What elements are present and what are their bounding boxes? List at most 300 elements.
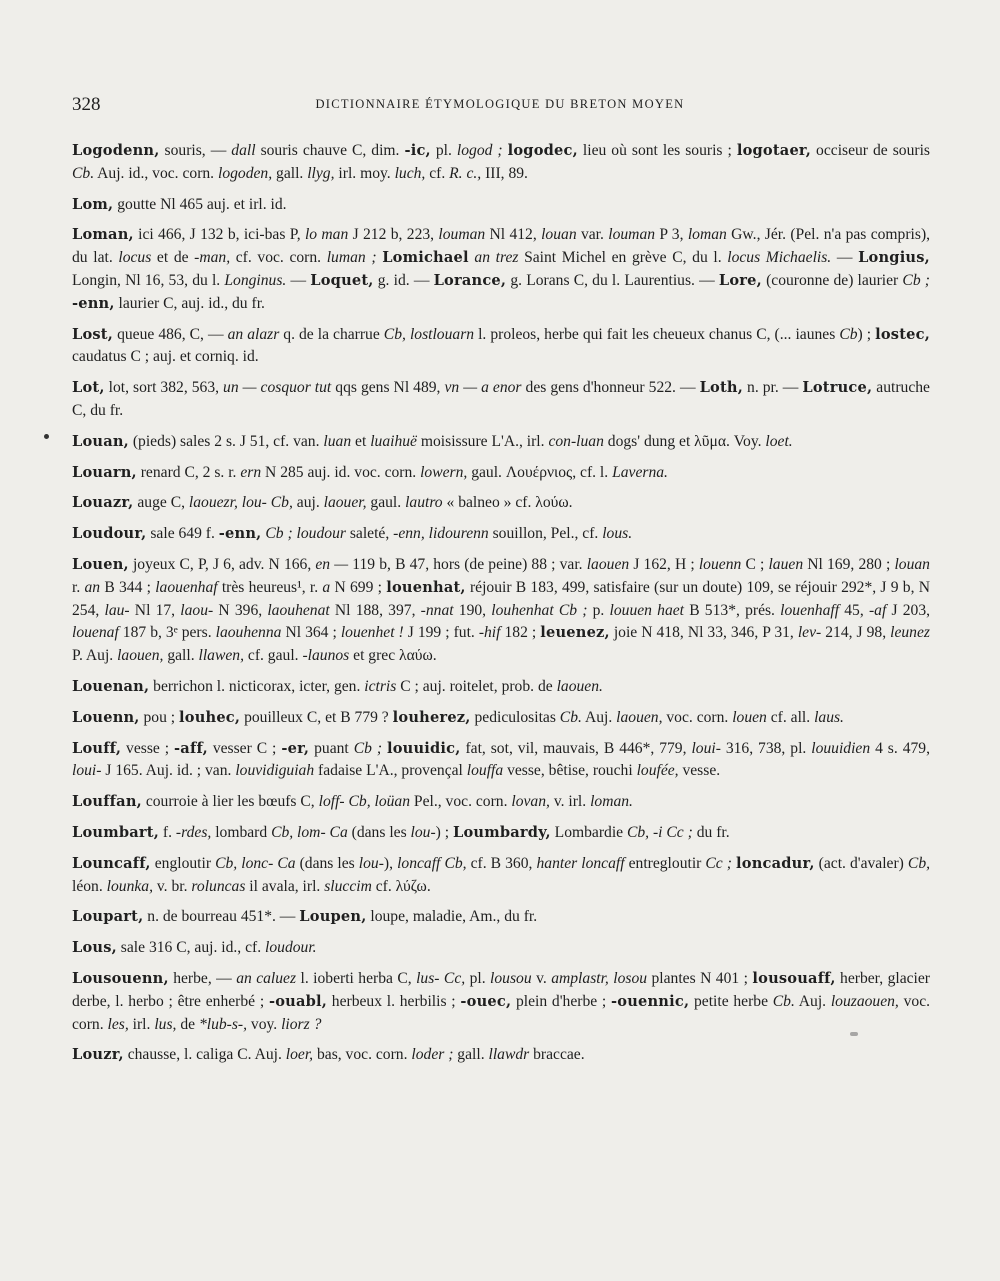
entry-text: vesse ; <box>121 739 175 757</box>
italic-text: louvidiguiah <box>235 762 315 780</box>
headword: -enn, <box>218 525 262 543</box>
entry-text: irl. <box>128 1015 155 1033</box>
italic-text: laou- <box>180 601 214 619</box>
entry-text: N 396, <box>213 601 268 619</box>
entry-text: v. <box>531 969 552 987</box>
italic-text: laus. <box>814 708 844 726</box>
italic-text: hanter loncaff <box>536 854 625 872</box>
entry-text: Nl 17, <box>129 601 181 619</box>
entry-text: renard C, 2 s. r. <box>136 463 241 481</box>
italic-text: loder ; <box>411 1046 454 1064</box>
headword: -ouennic, <box>611 992 690 1010</box>
entry-text: Lombardie <box>550 823 627 841</box>
dictionary-entry <box>72 906 930 929</box>
entry-text: n. de bourreau 451*. — <box>143 908 300 926</box>
italic-text: Cb, -i Cc ; <box>626 823 693 841</box>
italic-text: ern <box>240 463 262 481</box>
italic-text: laouhenat <box>267 601 330 619</box>
entry-text: ), <box>383 854 398 872</box>
entry-text: N 699 ; <box>330 578 387 596</box>
entry-text: il avala, irl. <box>245 877 325 895</box>
entry-text: lieu où sont les souris ; <box>577 142 737 159</box>
entry-text: 190, <box>453 601 492 619</box>
italic-text: liorz ? <box>281 1015 322 1033</box>
italic-text: un — cosquor tut <box>223 379 332 397</box>
italic-text: sluccim <box>324 877 372 895</box>
entry-text: petite herbe <box>689 992 773 1010</box>
italic-text: louenaf <box>72 624 119 642</box>
italic-text: -nnat <box>420 601 454 619</box>
italic-text: loufée, <box>636 762 679 780</box>
entry-text: des gens d'honneur 522. — <box>521 379 700 397</box>
dictionary-entry <box>72 140 930 186</box>
italic-text: louzaouen, <box>830 992 899 1010</box>
entry-text: (dans les <box>347 823 411 841</box>
entry-text: B 513*, prés. <box>684 601 781 619</box>
running-title: DICTIONNAIRE ÉTYMOLOGIQUE DU BRETON MOYEN <box>315 97 685 111</box>
headword: lostec, <box>875 325 930 343</box>
headword: -aff, <box>174 739 208 757</box>
entry-text: voc. corn. <box>72 992 931 1033</box>
dictionary-entry <box>72 554 930 668</box>
entry-text: très heureus¹, r. <box>217 578 323 596</box>
entry-text: pouilleux C, et B 779 ? <box>240 708 393 726</box>
italic-text: louhenhat Cb ; <box>491 601 588 619</box>
italic-text: an caluez <box>236 969 297 987</box>
italic-text: lostlouarn <box>409 325 475 343</box>
entry-text: léon. <box>72 877 107 895</box>
entry-text: ) ; <box>435 823 453 841</box>
italic-text: llyg, <box>307 164 335 182</box>
entry-text: q. de la charrue <box>279 325 384 343</box>
italic-text: luch, <box>394 164 426 182</box>
entry-text: irl. moy. <box>334 164 395 182</box>
entry-text: gall. <box>453 1046 489 1064</box>
italic-text: laouenhaf <box>155 578 218 596</box>
dictionary-entry <box>72 822 930 845</box>
italic-text: lauen <box>768 555 804 573</box>
entry-text: g. id. — <box>373 271 434 289</box>
entry-text: vesse. <box>678 762 721 780</box>
entry-text: Pel., voc. corn. <box>410 793 512 811</box>
entry-text: loupe, maladie, Am., du fr. <box>366 908 538 926</box>
dictionary-entry <box>72 853 930 899</box>
entry-text: autruche C, du fr. <box>72 379 930 419</box>
entry-text: (dans les <box>295 854 359 872</box>
entry-text: berrichon l. nicticorax, icter, gen. <box>149 677 365 695</box>
entry-text: réjouir B 183, 499, satisfaire (sur un doute) 109, se réjouir 292*, J 9 b, N 254, <box>72 578 930 619</box>
entry-text: souillon, Pel., cf. <box>488 525 603 543</box>
entry-text: du fr. <box>692 823 730 841</box>
entry-text: J 212 b, 223, <box>348 226 439 244</box>
entry-text: plein d'herbe ; <box>511 992 612 1010</box>
headword: Lot, <box>72 379 105 397</box>
entry-text: Auj. id., voc. corn. <box>94 164 218 182</box>
headword: -ic, <box>404 142 431 159</box>
entry-text: herbeux l. herbilis ; <box>327 992 461 1010</box>
entry-text: v. irl. <box>549 793 591 811</box>
italic-text: -enn, lidourenn <box>393 525 489 543</box>
entry-text: ici 466, J 132 b, ici-bas P, <box>133 226 305 244</box>
entry-text: laurier C, auj. id., du fr. <box>114 294 265 312</box>
entry-text: sale 316 C, auj. id., cf. <box>116 939 266 957</box>
italic-text: louen <box>732 708 767 726</box>
italic-text: amplastr, losou <box>551 969 648 987</box>
entry-text: Nl 169, 280 ; <box>803 555 895 573</box>
headword: Louenan, <box>72 677 150 695</box>
entry-text: l. ioberti herba C, <box>296 969 417 987</box>
headword: Loumbardy, <box>453 823 551 841</box>
dictionary-entry <box>72 462 930 485</box>
entry-text: (couronne de) laurier <box>761 271 903 289</box>
italic-text: lo man <box>304 226 349 244</box>
italic-text: lou- <box>358 854 384 872</box>
entry-text: lot, sort 382, 563, <box>104 379 224 397</box>
entry-text: souris, — <box>159 142 232 159</box>
entry-text: moisissure L'A., irl. <box>416 432 549 450</box>
entry-text: goutte Nl 465 auj. et irl. id. <box>113 195 287 213</box>
italic-text: Cb. <box>559 708 582 726</box>
entry-text: cf. all. <box>766 708 815 726</box>
headword: lousouaff, <box>752 969 836 987</box>
entry-text: l. proleos, herbe qui fait les cheueux chanus C, (... iaunes <box>474 325 840 343</box>
headword: -ouec, <box>460 992 512 1010</box>
entry-text: sale 649 f. <box>146 525 219 543</box>
entry-text: Nl 412, <box>485 226 542 244</box>
italic-text: lous. <box>602 525 633 543</box>
entry-text: Longin, Nl 16, 53, du l. <box>72 271 225 289</box>
entry-text: saleté, <box>345 525 394 543</box>
italic-text: llawdr <box>488 1046 530 1064</box>
dictionary-entry <box>72 707 930 730</box>
entry-text: plantes N 401 ; <box>647 969 753 987</box>
headword: Lost, <box>72 325 114 343</box>
entry-text: gaul. <box>366 494 406 512</box>
italic-text: louenhet ! <box>340 624 404 642</box>
entry-text: J 165. Auj. id. ; van. <box>101 762 236 780</box>
italic-text: louffa <box>466 762 504 780</box>
entry-text: J 162, H ; <box>629 555 699 573</box>
entry-text: — <box>286 271 311 289</box>
entry-text: 182 ; <box>500 624 541 642</box>
entry-text: voc. corn. <box>662 708 733 726</box>
entry-text: engloutir <box>150 854 216 872</box>
headword: Loquet, <box>310 271 374 289</box>
entry-text: fadaise L'A., provençal <box>314 762 467 780</box>
italic-text: Cb <box>839 325 858 343</box>
entry-text: III, 89. <box>481 164 528 182</box>
italic-text: loui- <box>72 762 102 780</box>
dictionary-entry <box>72 431 930 454</box>
entry-text: 119 b, B 47, hors (de peine) 88 ; var. <box>348 555 587 573</box>
entry-text: courroie à lier les bœufs C, <box>141 793 319 811</box>
entry-text: P 3, <box>655 226 688 244</box>
italic-text: vn — a enor <box>444 379 522 397</box>
italic-text: an <box>84 578 101 596</box>
headword: Louncaff, <box>72 854 151 872</box>
italic-text: loer, <box>285 1046 314 1064</box>
headword: louenhat, <box>386 578 466 596</box>
italic-text: louenhaff <box>780 601 840 619</box>
entry-text: 45, <box>839 601 869 619</box>
italic-text: Cb, lom- Ca <box>271 823 348 841</box>
entry-text: gall. <box>272 164 308 182</box>
entry-text: — <box>831 249 859 267</box>
italic-text: lev- <box>797 624 822 642</box>
entry-text: Nl 364 ; <box>281 624 341 642</box>
entry-text: (act. d'avaler) <box>814 854 908 872</box>
entry-text: pediculositas <box>470 708 560 726</box>
entry-text: gall. <box>163 647 199 665</box>
entry-text: braccae. <box>529 1046 585 1064</box>
italic-text: Cc ; <box>705 854 732 872</box>
italic-text: -af <box>868 601 887 619</box>
dictionary-entry <box>72 738 930 784</box>
italic-text: locus <box>118 249 152 267</box>
entry-text: f. <box>159 823 176 841</box>
entry-text: Gw., Jér. (Pel. n'a pas compris), du lat. <box>72 226 931 267</box>
entry-text: cf. λύζω. <box>371 877 431 895</box>
headword: Loth, <box>699 379 743 397</box>
italic-text: louuidien <box>811 739 871 757</box>
italic-text: an trez <box>474 249 519 267</box>
entry-text: Saint Michel en grève C, du l. <box>518 249 728 267</box>
headword: Loupen, <box>299 908 367 926</box>
entry-text: Auj. <box>581 708 617 726</box>
headword: Longius, <box>858 249 930 267</box>
italic-text: an alazr <box>227 325 280 343</box>
headword: Lous, <box>72 939 117 957</box>
entry-text: chausse, l. caliga C. Auj. <box>123 1046 286 1064</box>
italic-text: Cb. <box>772 992 795 1010</box>
dictionary-entry <box>72 937 930 960</box>
dictionary-entry <box>72 224 930 315</box>
entry-text: lombard <box>211 823 272 841</box>
entry-text: ) ; <box>857 325 876 343</box>
headword: logotaer, <box>736 142 812 159</box>
italic-text: Cb, <box>907 854 931 872</box>
italic-text: lou- <box>410 823 436 841</box>
entry-text: cf. voc. corn. <box>230 249 327 267</box>
headword: Logodenn, <box>72 142 160 159</box>
page-number: 328 <box>72 94 101 115</box>
entry-text: Auj. <box>794 992 831 1010</box>
italic-text: loman <box>687 226 727 244</box>
italic-text: louuen haet <box>609 601 685 619</box>
headword: Lore, <box>718 271 762 289</box>
entry-text: gaul. Λουέρνιος, cf. l. <box>467 463 613 481</box>
italic-text: -rdes, <box>175 823 212 841</box>
headword: Louarn, <box>72 463 137 481</box>
italic-text: luan <box>323 432 352 450</box>
entry-text: bas, voc. corn. <box>313 1046 412 1064</box>
italic-text: leunez <box>890 624 930 642</box>
entry-text: et grec λαύω. <box>349 647 437 665</box>
italic-text: -launos <box>302 647 350 665</box>
entry-text: P. Auj. <box>72 647 118 665</box>
italic-text: loncaff Cb, <box>397 854 467 872</box>
dictionary-entry <box>72 968 930 1036</box>
headword: Loumbart, <box>72 823 160 841</box>
italic-text: Cb ; loudour <box>265 525 346 543</box>
entry-text: cf. gaul. <box>244 647 303 665</box>
italic-text: loet. <box>765 432 793 450</box>
italic-text: *lub-s-, <box>198 1015 248 1033</box>
entry-text: caudatus C ; auj. et corniq. id. <box>72 348 259 366</box>
italic-text: laouen, <box>616 708 663 726</box>
headword: louhec, <box>179 708 241 726</box>
headword: Lomichael <box>382 249 469 267</box>
italic-text: Laverna. <box>612 463 668 481</box>
margin-mark <box>44 434 49 439</box>
dictionary-entry <box>72 791 930 814</box>
italic-text: dall <box>231 142 256 159</box>
dictionary-entry <box>72 492 930 515</box>
italic-text: loüan <box>374 793 411 811</box>
headword: louuidic, <box>386 739 461 757</box>
italic-text: a <box>322 578 331 596</box>
italic-text: lousou <box>490 969 532 987</box>
dictionary-entry <box>72 1044 930 1067</box>
headword: Lorance, <box>433 271 507 289</box>
headword: Louzr, <box>72 1046 124 1064</box>
entry-text: vesse, bêtise, rouchi <box>503 762 637 780</box>
italic-text: loman. <box>590 793 633 811</box>
entry-text: p. <box>587 601 610 619</box>
entry-text: joyeux C, P, J 6, adv. N 166, <box>128 555 316 573</box>
italic-text: lus- Cc, <box>416 969 466 987</box>
italic-text: lautro <box>405 494 443 512</box>
headword: Louen, <box>72 555 129 573</box>
italic-text: Cb, <box>383 325 406 343</box>
italic-text: louan <box>541 226 577 244</box>
italic-text: Cb. <box>72 164 95 182</box>
headword: Louenn, <box>72 708 140 726</box>
entry-text: herber, glacier derbe, l. herbo ; être enherbé ; <box>72 969 931 1010</box>
italic-text: luman ; <box>326 249 377 267</box>
entry-text: B 344 ; <box>100 578 156 596</box>
entry-text: n. pr. — <box>743 379 803 397</box>
entry-text: 4 s. 479, <box>870 739 930 757</box>
headword: Lom, <box>72 195 114 213</box>
entry-text: et de <box>151 249 195 267</box>
italic-text: loff- Cb, <box>318 793 371 811</box>
italic-text: -hif <box>478 624 501 642</box>
headword: logodec, <box>507 142 578 159</box>
italic-text: ictris <box>364 677 397 695</box>
entry-text: et <box>351 432 371 450</box>
entry-text: qqs gens Nl 489, <box>331 379 445 397</box>
italic-text: lau- <box>104 601 130 619</box>
entry-text: pou ; <box>139 708 180 726</box>
italic-text: roluncas <box>191 877 246 895</box>
italic-text: lowern, <box>420 463 468 481</box>
page-header <box>72 94 928 118</box>
dictionary-entry <box>72 676 930 699</box>
italic-text: louman <box>608 226 656 244</box>
headword: Loman, <box>72 226 134 244</box>
entry-text: (pieds) sales 2 s. J 51, cf. van. <box>128 432 324 450</box>
italic-text: Cb, lonc- Ca <box>215 854 296 872</box>
headword: -enn, <box>72 294 115 312</box>
italic-text: Cb ; <box>353 739 383 757</box>
italic-text: loudour. <box>265 939 317 957</box>
entry-text: joie N 418, Nl 33, 346, P 31, <box>609 624 798 642</box>
italic-text: llawen, <box>198 647 244 665</box>
headword: Loupart, <box>72 908 144 926</box>
headword: -er, <box>281 739 310 757</box>
headword: leuenez, <box>540 624 610 642</box>
headword: Loudour, <box>72 525 147 543</box>
italic-text: laouen, <box>117 647 164 665</box>
headword: Louff, <box>72 739 122 757</box>
entry-text: vesser C ; <box>207 739 282 757</box>
entry-text: 316, 738, pl. <box>720 739 812 757</box>
headword: Lousouenn, <box>72 969 169 987</box>
entry-text: C ; <box>741 555 769 573</box>
entry-text: herbe, — <box>168 969 237 987</box>
entry-text: J 203, <box>886 601 931 619</box>
italic-text: louman <box>438 226 486 244</box>
dictionary-entry <box>72 377 930 423</box>
entry-text: cf. B 360, <box>466 854 537 872</box>
entry-text: dogs' dung et λῦμα. Voy. <box>603 432 766 450</box>
headword: -ouabl, <box>268 992 328 1010</box>
italic-text: laouer, <box>323 494 367 512</box>
entry-text: g. Lorans C, du l. Laurentius. — <box>506 271 719 289</box>
entry-text: v. br. <box>153 877 192 895</box>
entry-text: « balneo » cf. λούω. <box>442 494 573 512</box>
italic-text: laouen <box>586 555 630 573</box>
italic-text: louan <box>894 555 930 573</box>
italic-text: logoden, <box>217 164 273 182</box>
entry-text: pl. <box>465 969 491 987</box>
entry-text: pl. <box>430 142 457 159</box>
entry-text: r. <box>72 578 85 596</box>
italic-text: R. c., <box>449 164 482 182</box>
headword: louherez, <box>392 708 471 726</box>
entry-text: 214, J 98, <box>821 624 891 642</box>
italic-text: lus, <box>154 1015 177 1033</box>
dictionary-entries <box>72 140 930 1075</box>
italic-text: laouhenna <box>215 624 282 642</box>
italic-text: louenn <box>698 555 742 573</box>
entry-text: J 199 ; fut. <box>403 624 479 642</box>
headword: loncadur, <box>736 854 815 872</box>
italic-text: -man, <box>194 249 231 267</box>
italic-text: luaihuë <box>370 432 417 450</box>
italic-text: lounka, <box>106 877 153 895</box>
headword: Lotruce, <box>802 379 873 397</box>
entry-text: entregloutir <box>624 854 706 872</box>
dictionary-entry <box>72 523 930 546</box>
entry-text: fat, sot, vil, mauvais, B 446*, 779, <box>460 739 692 757</box>
italic-text: laouezr, lou- Cb, <box>188 494 293 512</box>
entry-text: queue 486, C, — <box>113 325 228 343</box>
entry-text: voy. <box>247 1015 282 1033</box>
italic-text: Cb ; <box>902 271 930 289</box>
italic-text: loui- <box>691 739 721 757</box>
entry-text: var. <box>576 226 609 244</box>
italic-text: Longinus. <box>224 271 287 289</box>
entry-text: souris chauve C, dim. <box>255 142 405 159</box>
entry-text: C ; auj. roitelet, prob. de <box>396 677 557 695</box>
dictionary-entry <box>72 194 930 217</box>
entry-text: de <box>176 1015 199 1033</box>
italic-text: logod ; <box>456 142 503 159</box>
dictionary-entry <box>72 324 930 370</box>
italic-text: en — <box>315 555 349 573</box>
